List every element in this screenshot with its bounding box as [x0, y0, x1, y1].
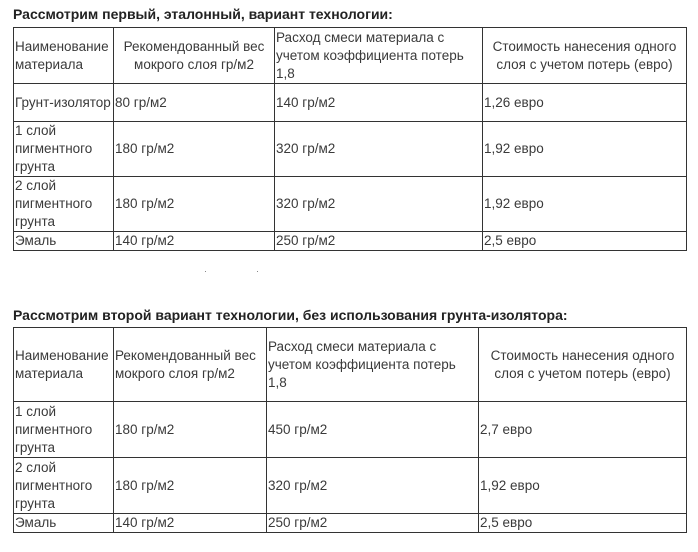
cell-wet-weight: 80 гр/м2 — [114, 84, 275, 122]
cell-material: 2 слой пигментного грунта — [14, 177, 114, 232]
cell-consumption: 250 гр/м2 — [275, 232, 483, 251]
table-technology-2 — [13, 327, 687, 533]
cell-consumption: 320 гр/м2 — [275, 177, 483, 232]
cell-cost: 1,92 евро — [483, 122, 687, 177]
header-wet-weight: Рекомендованный вес мокрого слоя гр/м2 — [114, 328, 267, 402]
cell-wet-weight: 180 гр/м2 — [114, 122, 275, 177]
table-header-row — [14, 328, 687, 402]
section1-title: Рассмотрим первый, эталонный, вариант технологии: — [13, 6, 393, 22]
cell-consumption: 320 гр/м2 — [267, 458, 479, 514]
section2-title: Рассмотрим второй вариант технологии, без использования грунта-изолятора: — [13, 307, 568, 323]
table-row — [14, 232, 687, 251]
table-technology-1 — [13, 27, 687, 251]
cell-wet-weight: 140 гр/м2 — [114, 514, 267, 533]
header-cost: Стоимость нанесения одного слоя с учетом потерь (евро) — [483, 28, 687, 84]
table-header-row — [14, 28, 687, 84]
header-wet-weight: Рекомендованный вес мокрого слоя гр/м2 — [114, 28, 275, 84]
table-row — [14, 84, 687, 122]
header-material: Наименование материала — [14, 28, 114, 84]
table-row — [14, 458, 687, 514]
cell-wet-weight: 180 гр/м2 — [114, 402, 267, 458]
cell-cost: 1,26 евро — [483, 84, 687, 122]
cell-cost: 2,5 евро — [479, 514, 687, 533]
table-row — [14, 402, 687, 458]
cell-material: Эмаль — [14, 514, 114, 533]
cell-material: 1 слой пигментного грунта — [14, 402, 114, 458]
cell-wet-weight: 140 гр/м2 — [114, 232, 275, 251]
cell-consumption: 140 гр/м2 — [275, 84, 483, 122]
table-row — [14, 122, 687, 177]
header-material: Наименование материала — [14, 328, 114, 402]
cell-material: 2 слой пигментного грунта — [14, 458, 114, 514]
artifact-dot — [257, 271, 258, 272]
table-row — [14, 514, 687, 533]
cell-cost: 2,7 евро — [479, 402, 687, 458]
cell-wet-weight: 180 гр/м2 — [114, 177, 275, 232]
cell-material: Эмаль — [14, 232, 114, 251]
cell-cost: 1,92 евро — [483, 177, 687, 232]
cell-cost: 2,5 евро — [483, 232, 687, 251]
cell-consumption: 450 гр/м2 — [267, 402, 479, 458]
cell-material: Грунт-изолятор — [14, 84, 114, 122]
cell-wet-weight: 180 гр/м2 — [114, 458, 267, 514]
artifact-dot — [205, 271, 206, 272]
cell-material: 1 слой пигментного грунта — [14, 122, 114, 177]
header-consumption: Расход смеси материала с учетом коэффициента потерь 1,8 — [275, 28, 483, 84]
cell-consumption: 320 гр/м2 — [275, 122, 483, 177]
cell-cost: 1,92 евро — [479, 458, 687, 514]
header-consumption: Расход смеси материала с учетом коэффициента потерь 1,8 — [267, 328, 479, 402]
cell-consumption: 250 гр/м2 — [267, 514, 479, 533]
header-cost: Стоимость нанесения одного слоя с учетом потерь (евро) — [479, 328, 687, 402]
table-row — [14, 177, 687, 232]
